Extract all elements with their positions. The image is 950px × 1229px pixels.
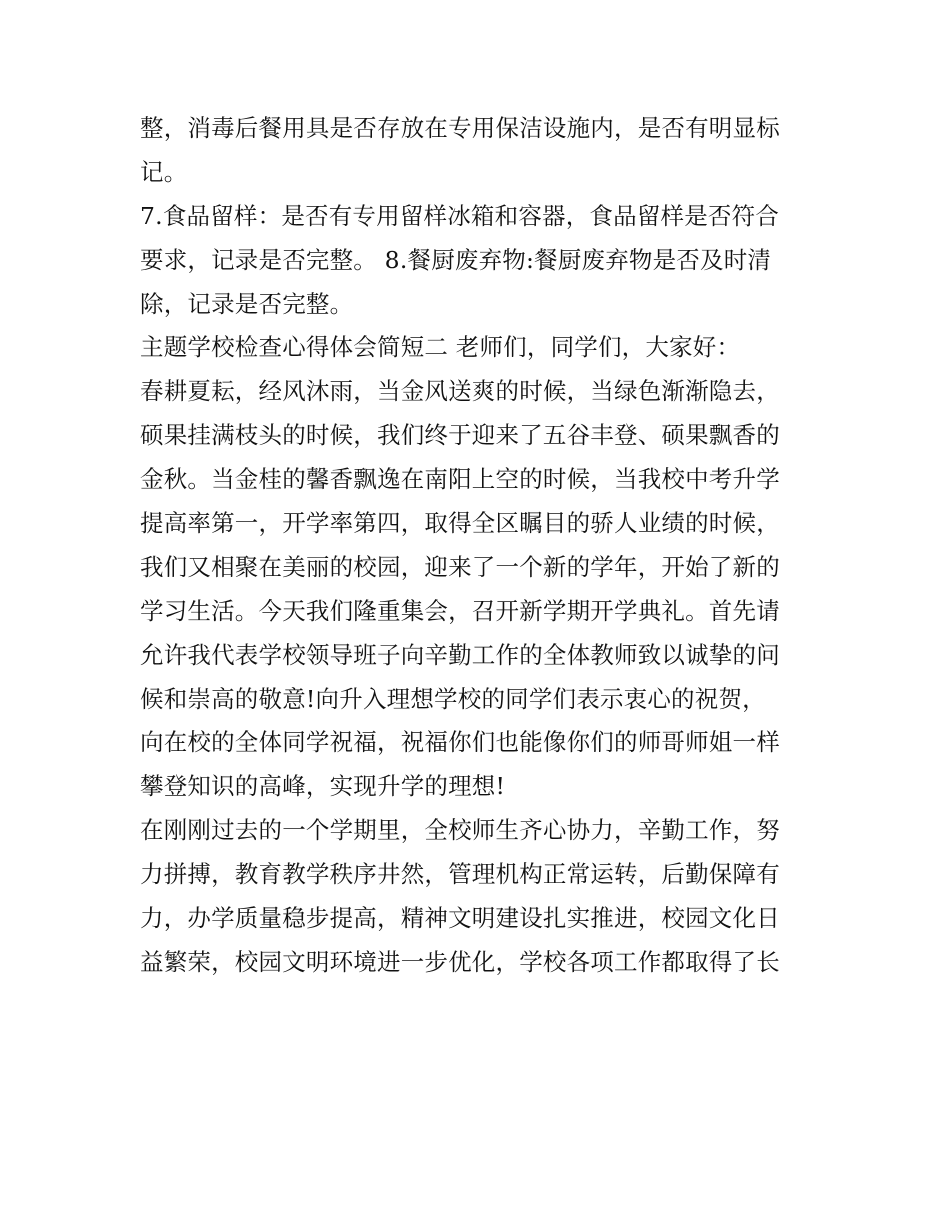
text-line: 除，记录是否完整。 [140,289,354,318]
text-line: 向在校的全体同学祝福，祝福你们也能像你们的师哥师姐一样 [140,728,780,757]
text-line: 整，消毒后餐用具是否存放在专用保洁设施内，是否有明显标 [140,114,780,142]
text-line: 攀登知识的高峰，实现升学的理想! [140,772,506,801]
body-text [140,107,820,985]
text-line: 候和崇高的敬意!向升入理想学校的同学们表示衷心的祝贺， [140,684,766,713]
text-line: 在刚刚过去的一个学期里，全校师生齐心协力，辛勤工作，努 [140,816,780,845]
text-line: 我们又相聚在美丽的校园，迎来了一个新的学年，开始了新的 [140,552,780,581]
text-line: 金秋。当金桂的馨香飘逸在南阳上空的时候，当我校中考升学 [140,465,780,494]
text-line: 硕果挂满枝头的时候，我们终于迎来了五谷丰登、硕果飘香的 [140,421,780,450]
text-line: 力拼搏，教育教学秩序井然，管理机构正常运转，后勤保障有 [140,860,780,889]
text-line: 允许我代表学校领导班子向辛勤工作的全体教师致以诚挚的问 [140,640,780,669]
text-line: 提高率第一，开学率第四，取得全区瞩目的骄人业绩的时候， [140,509,780,538]
text-line: 要求，记录是否完整。 8.餐厨废弃物:餐厨废弃物是否及时清 [140,245,772,274]
text-line: 记。 [140,157,188,186]
text-line: 益繁荣，校园文明环境进一步优化，学校各项工作都取得了长 [140,947,780,976]
text-line: 春耕夏耘，经风沐雨，当金风送爽的时候，当绿色渐渐隐去， [140,377,780,406]
text-line: 7.食品留样：是否有专用留样冰箱和容器，食品留样是否符合 [140,201,780,230]
section-heading-line: 主题学校检查心得体会简短二 老师们，同学们，大家好： [140,333,741,362]
text-line: 力，办学质量稳步提高，精神文明建设扎实推进，校园文化日 [140,904,780,933]
text-line: 学习生活。今天我们隆重集会，召开新学期开学典礼。首先请 [140,596,780,625]
